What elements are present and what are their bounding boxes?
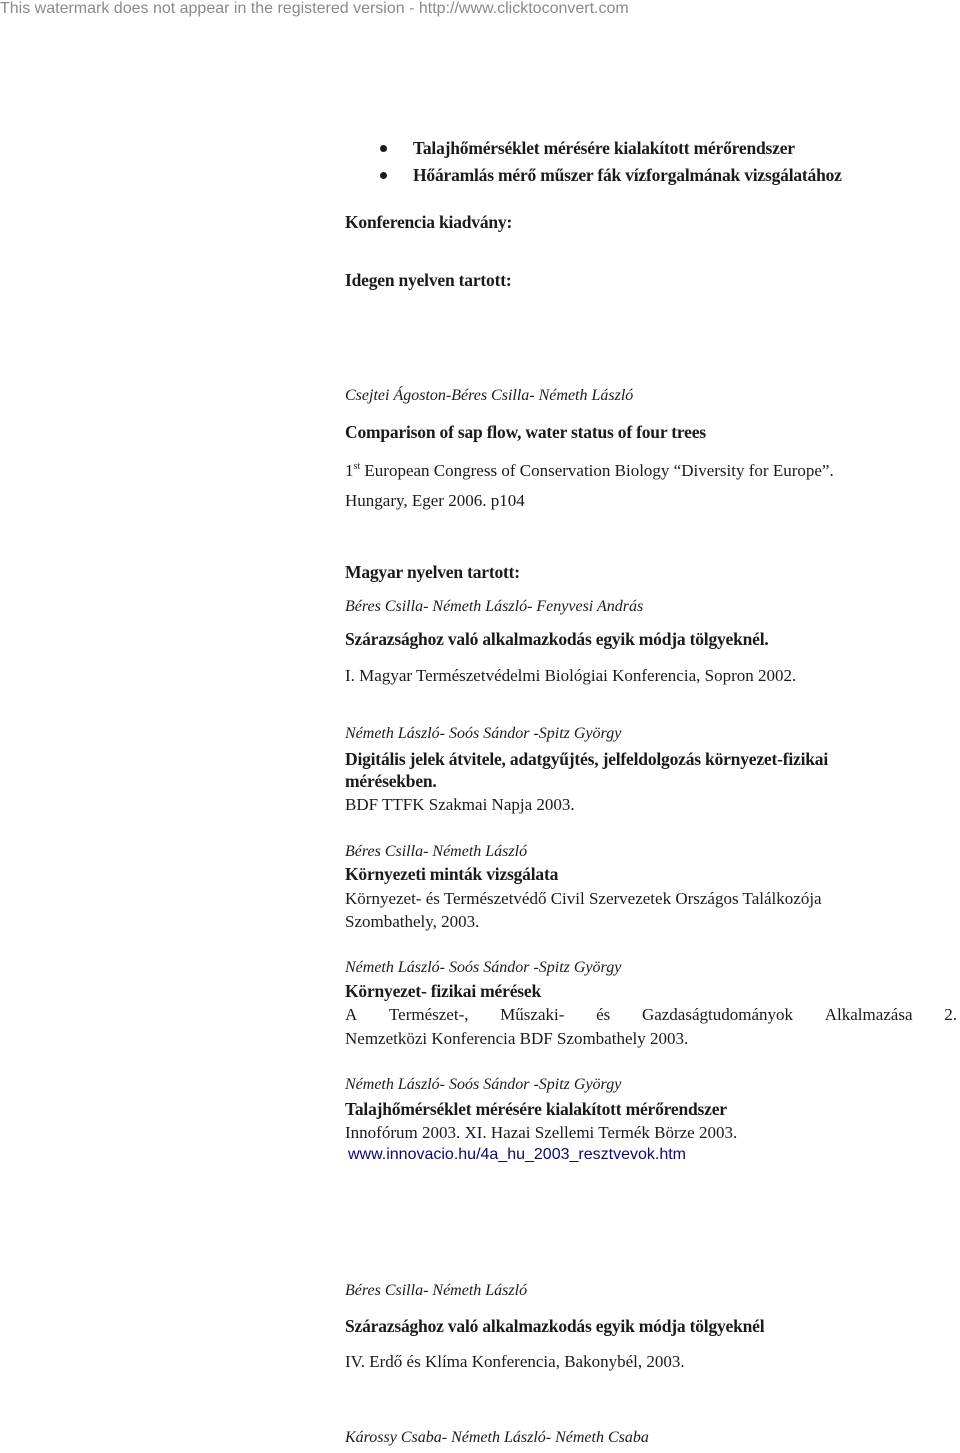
venue-word: A <box>345 1005 358 1024</box>
venue-word: és <box>596 1005 611 1024</box>
entry-title: Szárazsághoz való alkalmazkodás egyik módja tölgyeknél <box>345 1316 765 1336</box>
bullet-dot <box>380 145 387 152</box>
entry-title: Digitális jelek átvitele, adatgyűjtés, jelfeldolgozás környezet-fizikai <box>345 749 828 769</box>
watermark-link[interactable]: http://www.clicktoconvert.com <box>418 0 629 17</box>
entry-venue <box>345 1005 957 1025</box>
entry-authors: Béres Csilla- Németh László <box>345 1282 528 1299</box>
entry-venue: BDF TTFK Szakmai Napja 2003. <box>345 795 575 814</box>
entry-title: Comparison of sap flow, water status of four trees <box>345 422 706 442</box>
entry-venue-line2: Nemzetközi Konferencia BDF Szombathely 2003. <box>345 1029 689 1048</box>
entry-venue: Innofórum 2003. XI. Hazai Szellemi Termék Börze 2003. <box>345 1123 738 1142</box>
bullet-item: Hőáramlás mérő műszer fák vízforgalmának vizsgálatához <box>413 165 842 185</box>
entry-authors: Németh László- Soós Sándor -Spitz György <box>345 725 622 742</box>
bullet-item: Talajhőmérséklet mérésére kialakított mérőrendszer <box>413 138 795 158</box>
venue-superscript: st <box>353 461 361 472</box>
entry-authors: Károssy Csaba- Németh László- Németh Csaba <box>345 1429 649 1446</box>
venue-number: 1 <box>345 461 354 480</box>
entry-link[interactable]: www.innovacio.hu/4a_hu_2003_resztvevok.htm <box>348 1146 686 1163</box>
entry-venue-line2: Szombathely, 2003. <box>345 912 480 931</box>
venue-text: European Congress of Conservation Biology “Diversity for Europe”. <box>360 461 834 480</box>
bullet-dot <box>380 172 387 179</box>
entry-venue: I. Magyar Természetvédelmi Biológiai Konferencia, Sopron 2002. <box>345 666 797 685</box>
entry-venue-line2: Hungary, Eger 2006. p104 <box>345 491 525 510</box>
watermark-text: This watermark does not appear in the registered version - <box>0 0 419 17</box>
entry-title: Környezet- fizikai mérések <box>345 981 541 1001</box>
entry-authors: Németh László- Soós Sándor -Spitz György <box>345 959 622 976</box>
entry-authors: Németh László- Soós Sándor -Spitz György <box>345 1076 622 1093</box>
entry-authors: Béres Csilla- Németh László <box>345 843 528 860</box>
entry-venue: IV. Erdő és Klíma Konferencia, Bakonybél, 2003. <box>345 1352 685 1371</box>
entry-authors: Béres Csilla- Németh László- Fenyvesi András <box>345 598 644 615</box>
entry-title-line2: mérésekben. <box>345 771 437 791</box>
watermark <box>0 0 960 22</box>
entry-venue: Környezet- és Természetvédő Civil Szervezetek Országos Találkozója <box>345 889 822 908</box>
entry-title: Talajhőmérséklet mérésére kialakított mérőrendszer <box>345 1099 727 1119</box>
venue-word: Műszaki- <box>500 1005 565 1024</box>
entry-authors: Csejtei Ágoston-Béres Csilla- Németh László <box>345 387 634 404</box>
entry-venue <box>345 457 834 481</box>
venue-word: Gazdaságtudományok <box>641 1005 794 1024</box>
venue-word: Alkalmazása <box>824 1005 913 1024</box>
venue-word: 2. <box>944 1005 957 1024</box>
heading-foreign: Idegen nyelven tartott: <box>345 270 512 290</box>
heading-conference: Konferencia kiadvány: <box>345 212 513 232</box>
entry-title: Környezeti minták vizsgálata <box>345 864 559 884</box>
heading-hungarian: Magyar nyelven tartott: <box>345 562 520 582</box>
venue-word: Természet-, <box>388 1005 469 1024</box>
entry-title: Szárazsághoz való alkalmazkodás egyik módja tölgyeknél. <box>345 629 769 649</box>
